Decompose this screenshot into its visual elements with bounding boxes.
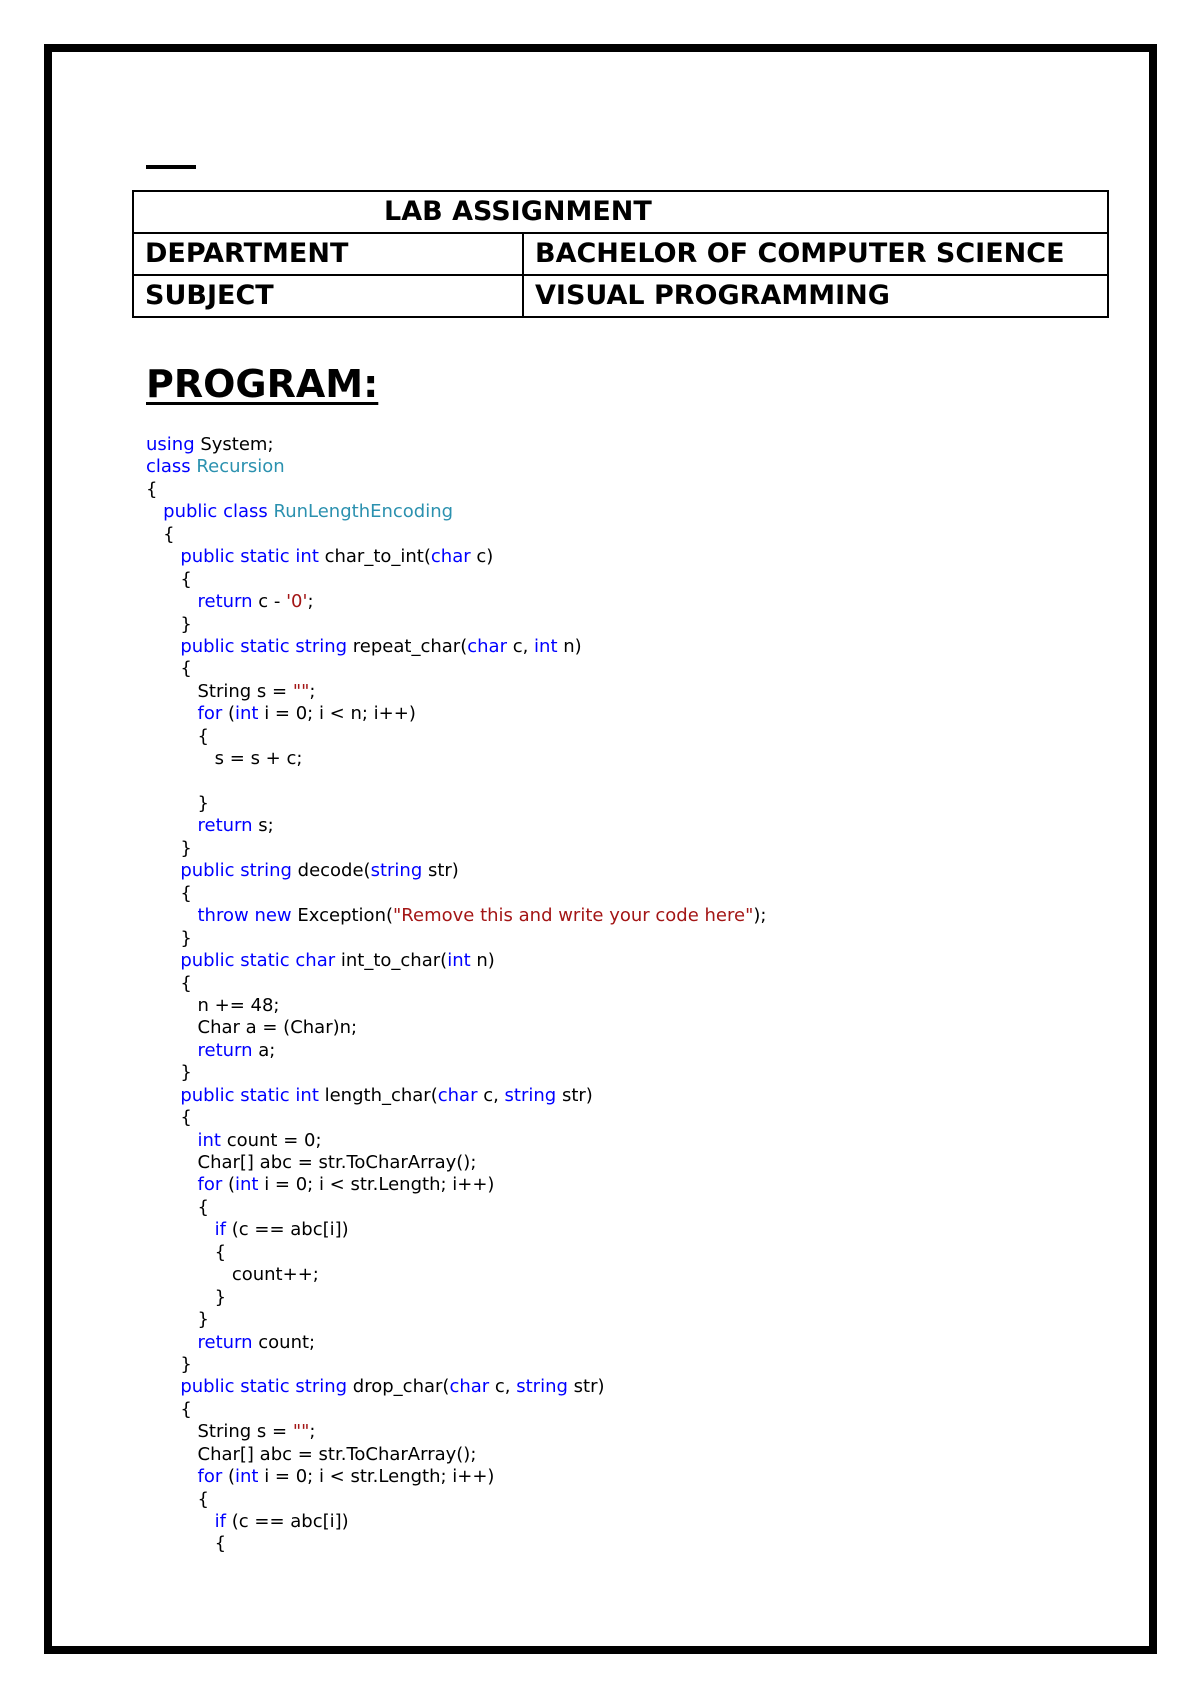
code-token: string bbox=[516, 1376, 568, 1398]
code-token: c - bbox=[252, 591, 287, 613]
code-token: } bbox=[146, 1353, 192, 1375]
code-token: } bbox=[146, 1309, 209, 1331]
code-token: '0' bbox=[286, 591, 308, 613]
code-token: drop_char( bbox=[347, 1376, 450, 1398]
code-token: public bbox=[180, 1376, 235, 1398]
code-token: string bbox=[295, 635, 348, 657]
code-line bbox=[146, 1533, 766, 1555]
code-token: new bbox=[254, 905, 292, 927]
code-line bbox=[146, 883, 766, 905]
code-line bbox=[146, 636, 766, 658]
code-token: static bbox=[240, 1084, 290, 1106]
code-token: String s = bbox=[146, 680, 293, 702]
code-token bbox=[146, 1376, 180, 1397]
department-label: DEPARTMENT bbox=[133, 233, 523, 275]
code-token: } bbox=[146, 1286, 227, 1308]
code-token bbox=[146, 1130, 198, 1151]
code-token bbox=[146, 1174, 198, 1195]
code-line bbox=[146, 771, 766, 793]
code-token: c) bbox=[470, 546, 494, 568]
code-line bbox=[146, 569, 766, 591]
code-token: public bbox=[180, 1084, 235, 1106]
code-token bbox=[146, 1466, 198, 1487]
code-token: decode( bbox=[291, 860, 371, 882]
code-token: if bbox=[214, 1219, 227, 1241]
header-title-row bbox=[133, 191, 1108, 233]
code-token: Recursion bbox=[196, 456, 285, 478]
subject-value: VISUAL PROGRAMMING bbox=[523, 275, 1108, 317]
code-line bbox=[146, 815, 766, 837]
code-token: ); bbox=[753, 905, 767, 927]
code-line bbox=[146, 434, 766, 456]
code-token: char_to_int( bbox=[318, 546, 431, 568]
code-token: static bbox=[240, 635, 290, 657]
code-token bbox=[146, 591, 198, 612]
code-token: throw bbox=[197, 905, 249, 927]
code-token: { bbox=[146, 568, 192, 590]
code-token: i = 0; i < str.Length; i++) bbox=[258, 1466, 495, 1488]
code-line bbox=[146, 1309, 766, 1331]
code-line bbox=[146, 479, 766, 501]
code-token: count++; bbox=[146, 1264, 319, 1286]
code-token: int bbox=[295, 1084, 319, 1106]
code-token: c, bbox=[506, 635, 535, 657]
code-line bbox=[146, 1040, 766, 1062]
code-token: str) bbox=[556, 1084, 593, 1106]
code-token: if bbox=[214, 1511, 227, 1532]
code-line bbox=[146, 1444, 766, 1466]
code-token: length_char( bbox=[318, 1084, 438, 1106]
code-token: { bbox=[146, 1107, 192, 1129]
code-token: Exception( bbox=[291, 905, 394, 927]
code-line bbox=[146, 950, 766, 972]
code-token: i = 0; i < n; i++) bbox=[258, 703, 416, 725]
code-token: ( bbox=[222, 1466, 235, 1488]
code-line bbox=[146, 1085, 766, 1107]
code-token: for bbox=[197, 1466, 223, 1488]
code-token: i = 0; i < str.Length; i++) bbox=[258, 1174, 495, 1196]
code-line bbox=[146, 456, 766, 478]
code-token bbox=[146, 1085, 180, 1106]
code-line bbox=[146, 973, 766, 995]
code-token: int bbox=[235, 1174, 259, 1196]
code-line bbox=[146, 681, 766, 703]
code-line bbox=[146, 905, 766, 927]
code-line bbox=[146, 793, 766, 815]
code-token: String s = bbox=[146, 1421, 293, 1443]
code-token: public bbox=[180, 635, 235, 657]
department-value: BACHELOR OF COMPUTER SCIENCE bbox=[523, 233, 1108, 275]
code-line bbox=[146, 703, 766, 725]
code-token: string bbox=[370, 860, 423, 882]
code-token: for bbox=[197, 703, 223, 725]
code-line bbox=[146, 995, 766, 1017]
code-line bbox=[146, 1130, 766, 1152]
code-token: ( bbox=[222, 703, 235, 725]
code-token: int bbox=[534, 635, 558, 657]
code-token: s; bbox=[252, 815, 274, 837]
code-token: public bbox=[163, 501, 218, 523]
code-token: ; bbox=[307, 591, 314, 613]
code-line bbox=[146, 726, 766, 748]
code-token: return bbox=[197, 1039, 253, 1061]
code-token: count = 0; bbox=[220, 1129, 322, 1151]
code-line bbox=[146, 1511, 766, 1533]
code-token: (c == abc[i]) bbox=[226, 1511, 349, 1532]
code-token: n += 48; bbox=[146, 994, 280, 1016]
code-token: for bbox=[197, 1174, 223, 1196]
code-token bbox=[146, 501, 163, 522]
code-token: "" bbox=[292, 680, 310, 702]
code-line bbox=[146, 1017, 766, 1039]
code-line bbox=[146, 501, 766, 523]
code-token: "" bbox=[292, 1421, 310, 1443]
code-token: { bbox=[146, 882, 192, 904]
subject-label: SUBJECT bbox=[133, 275, 523, 317]
code-token: int bbox=[197, 1129, 221, 1151]
code-line bbox=[146, 748, 766, 770]
header-row-department bbox=[133, 233, 1108, 275]
code-token: System; bbox=[194, 434, 274, 455]
code-token: { bbox=[146, 1533, 227, 1555]
code-token: } bbox=[146, 927, 192, 949]
code-token bbox=[146, 1511, 215, 1532]
code-token: a; bbox=[252, 1039, 276, 1061]
code-line bbox=[146, 1354, 766, 1376]
code-line bbox=[146, 1197, 766, 1219]
code-token: char bbox=[430, 546, 471, 568]
code-token: string bbox=[504, 1084, 557, 1106]
code-token: static bbox=[240, 1376, 290, 1398]
code-line bbox=[146, 1287, 766, 1309]
code-token: char bbox=[467, 635, 507, 657]
code-token: int bbox=[235, 1466, 259, 1488]
code-token: Char a = (Char)n; bbox=[146, 1017, 358, 1039]
code-line bbox=[146, 1219, 766, 1241]
code-token: "Remove this and write your code here" bbox=[393, 905, 754, 927]
code-token: { bbox=[146, 725, 209, 747]
header-row-subject bbox=[133, 275, 1108, 317]
code-token: static bbox=[240, 950, 290, 972]
code-token: public bbox=[180, 950, 235, 972]
code-token: { bbox=[146, 1398, 192, 1420]
code-token bbox=[146, 1219, 215, 1240]
code-token: int bbox=[447, 950, 471, 972]
code-line bbox=[146, 546, 766, 568]
code-token bbox=[146, 815, 198, 836]
code-line bbox=[146, 1421, 766, 1443]
code-token: str) bbox=[567, 1376, 605, 1398]
code-token: ; bbox=[309, 1421, 316, 1443]
code-token: using bbox=[146, 434, 195, 455]
code-token: } bbox=[146, 1062, 192, 1084]
code-line bbox=[146, 1376, 766, 1398]
code-token: } bbox=[146, 613, 192, 635]
code-line bbox=[146, 614, 766, 636]
code-token: return bbox=[197, 591, 253, 613]
code-token: Char[] abc = str.ToCharArray(); bbox=[146, 1443, 477, 1465]
code-token bbox=[146, 1040, 198, 1061]
code-token: Char[] abc = str.ToCharArray(); bbox=[146, 1152, 477, 1173]
code-token: } bbox=[146, 793, 209, 814]
code-token bbox=[146, 636, 180, 657]
code-token: class bbox=[223, 501, 268, 523]
code-line bbox=[146, 524, 766, 546]
assignment-title: LAB ASSIGNMENT bbox=[133, 191, 1108, 233]
program-heading: PROGRAM: bbox=[146, 362, 379, 406]
code-line bbox=[146, 1242, 766, 1264]
code-token bbox=[146, 703, 198, 724]
code-token: string bbox=[240, 860, 292, 882]
code-token: str) bbox=[422, 860, 459, 882]
code-line bbox=[146, 1174, 766, 1196]
code-token: class bbox=[146, 456, 191, 478]
code-line bbox=[146, 838, 766, 860]
code-token: { bbox=[146, 972, 192, 994]
code-token bbox=[146, 546, 180, 567]
code-token: char bbox=[437, 1084, 478, 1106]
code-token: c, bbox=[477, 1084, 505, 1106]
code-token: string bbox=[295, 1376, 348, 1398]
code-token: char bbox=[295, 950, 336, 972]
code-token: { bbox=[146, 658, 192, 680]
code-token: char bbox=[449, 1376, 490, 1398]
code-token: { bbox=[146, 1196, 209, 1218]
code-line bbox=[146, 1489, 766, 1511]
code-line bbox=[146, 1332, 766, 1354]
code-token bbox=[146, 905, 198, 926]
code-token: ( bbox=[222, 1174, 235, 1196]
code-token: int_to_char( bbox=[335, 950, 448, 972]
code-token: { bbox=[146, 478, 158, 500]
code-token: repeat_char( bbox=[347, 635, 468, 657]
code-line bbox=[146, 1399, 766, 1421]
code-token: ; bbox=[309, 680, 316, 702]
code-token: static bbox=[240, 546, 290, 568]
code-token: public bbox=[180, 860, 235, 882]
assignment-header-table bbox=[132, 190, 1109, 318]
header-dash bbox=[146, 165, 196, 169]
code-line bbox=[146, 1062, 766, 1084]
code-token: { bbox=[146, 523, 175, 545]
code-token bbox=[146, 860, 180, 881]
code-token: } bbox=[146, 837, 192, 859]
code-token: int bbox=[295, 546, 319, 568]
code-token: int bbox=[235, 703, 259, 725]
code-line bbox=[146, 860, 766, 882]
code-line bbox=[146, 1466, 766, 1488]
code-token: { bbox=[146, 1488, 209, 1510]
code-line bbox=[146, 1107, 766, 1129]
code-token bbox=[146, 950, 180, 971]
code-token: s = s + c; bbox=[146, 748, 303, 770]
code-line bbox=[146, 928, 766, 950]
code-token: RunLengthEncoding bbox=[273, 501, 454, 523]
code-token: c, bbox=[489, 1376, 517, 1398]
code-line bbox=[146, 591, 766, 613]
code-token: public bbox=[180, 546, 235, 568]
code-token: return bbox=[197, 815, 253, 837]
code-token: (c == abc[i]) bbox=[226, 1219, 349, 1241]
code-token: n) bbox=[470, 950, 495, 972]
code-line bbox=[146, 1264, 766, 1286]
code-line bbox=[146, 1152, 766, 1174]
code-token: return bbox=[197, 1331, 253, 1353]
code-token: { bbox=[146, 1241, 227, 1263]
code-token bbox=[146, 1332, 198, 1353]
code-token: n) bbox=[557, 635, 582, 657]
code-line bbox=[146, 658, 766, 680]
code-token: count; bbox=[252, 1331, 316, 1353]
code-listing bbox=[146, 434, 766, 1556]
